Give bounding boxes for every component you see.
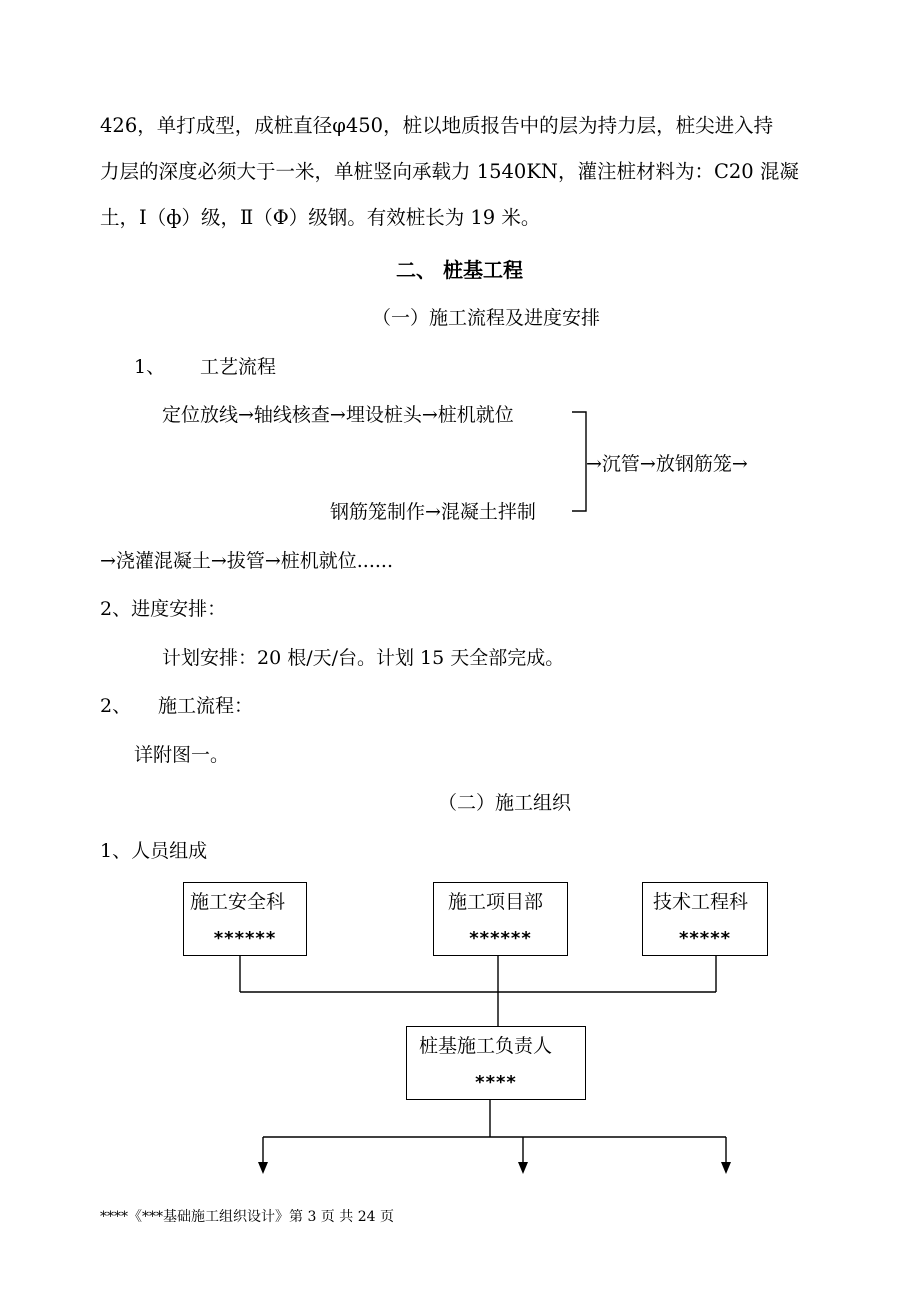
subsection-title-1: （一）施工流程及进度安排 [372, 307, 601, 329]
flow-right: →沉管→放钢筋笼→ [586, 453, 748, 475]
arrow-down-icon [258, 1162, 268, 1174]
arrow-down-icon [518, 1162, 528, 1174]
org-box-safety-person: ****** [213, 928, 277, 949]
org-box-pile-lead-person: **** [475, 1072, 517, 1093]
intro-line-2: 力层的深度必须大于一米，单桩竖向承载力 1540KN，灌注桩材料为：C20 混凝 [100, 160, 799, 183]
org-box-pile-lead-title: 桩基施工负责人 [419, 1035, 553, 1057]
item-1-number: 1、 [134, 356, 166, 378]
org-box-tech-title: 技术工程科 [653, 891, 749, 913]
progress-text: 计划安排：20 根/天/台。计划 15 天全部完成。 [162, 647, 565, 669]
item-2-label: 施工流程： [158, 695, 254, 717]
item-1-label: 工艺流程 [200, 356, 277, 378]
flow-top: 定位放线→轴线核查→埋设桩头→桩机就位 [162, 404, 514, 426]
personnel-heading: 1、人员组成 [100, 840, 208, 862]
page-footer: ****《***基础施工组织设计》第 3 页 共 24 页 [100, 1209, 394, 1225]
item-2-number: 2、 [100, 695, 132, 717]
subsection-title-2: （二）施工组织 [438, 792, 572, 814]
section-title: 二、 桩基工程 [396, 258, 523, 282]
org-box-project-title: 施工项目部 [448, 891, 544, 913]
arrow-down-icon [721, 1162, 731, 1174]
flow-bottom: 钢筋笼制作→混凝土拌制 [330, 501, 536, 523]
progress-heading: 2、进度安排： [100, 598, 227, 620]
intro-line-1: 426，单打成型，成桩直径φ450，桩以地质报告中的层为持力层，桩尖进入持 [100, 114, 774, 137]
org-box-tech-person: ***** [678, 928, 732, 949]
flow-continuation: →浇灌混凝土→拔管→桩机就位...... [100, 550, 393, 572]
item-2-text: 详附图一。 [134, 744, 230, 766]
org-box-project-person: ****** [469, 928, 532, 949]
intro-line-3: 土，Ⅰ（ф）级，Ⅱ（Φ）级钢。有效桩长为 19 米。 [100, 206, 541, 229]
org-box-safety-title: 施工安全科 [190, 891, 286, 913]
